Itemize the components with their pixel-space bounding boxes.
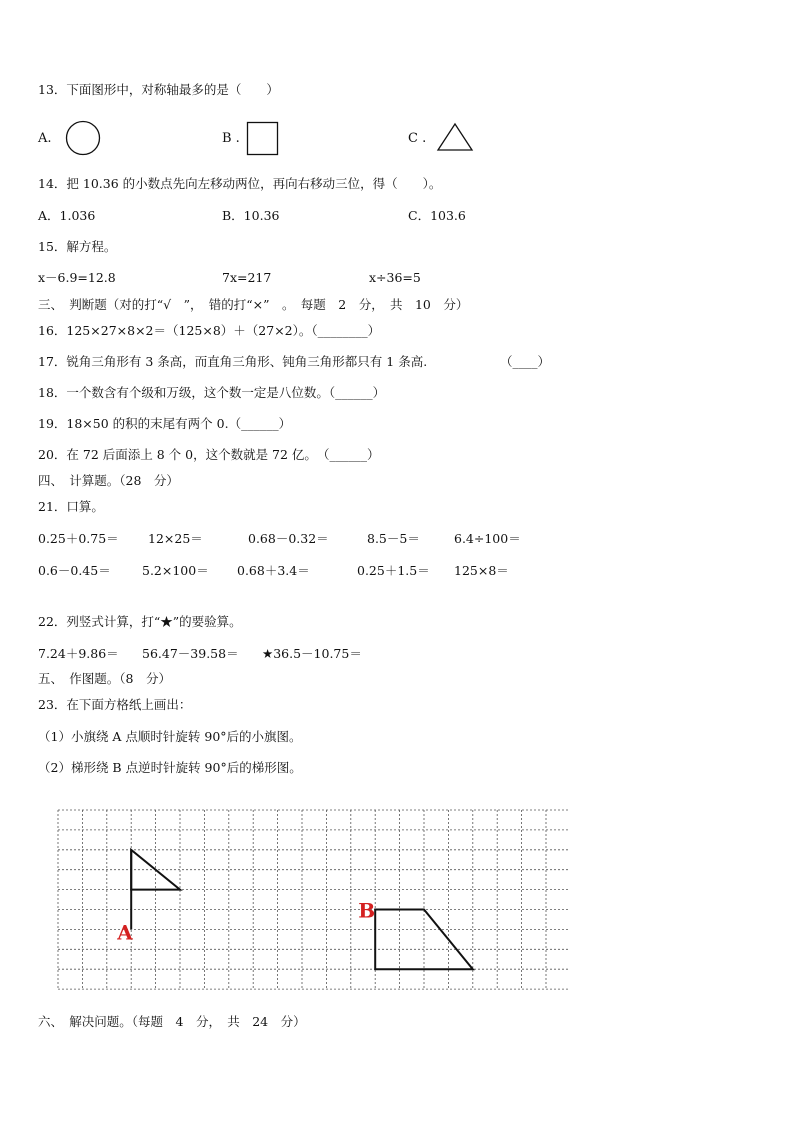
q21-item: 12×25＝ — [148, 531, 203, 546]
q23-sub-2: （2）梯形绕 B 点逆时针旋转 90°后的梯形图。 — [38, 760, 302, 775]
q21-item: 6.4÷100＝ — [454, 531, 521, 546]
section-5-title: 五、 作图题。（8 分） — [38, 671, 171, 686]
q15-equation-1: x－6.9=12.8 — [38, 270, 116, 285]
q14-stem: 14．把 10.36 的小数点先向左移动两位，再向右移动三位，得（ ）。 — [38, 176, 442, 191]
q22-item: ★36.5－10.75＝ — [262, 646, 362, 661]
q19: 19．18×50 的积的末尾有两个 0.（______） — [38, 416, 292, 431]
q14-option-c: C．103.6 — [408, 208, 466, 223]
q15-stem: 15．解方程。 — [38, 239, 117, 254]
q21-item: 0.6－0.45＝ — [38, 563, 111, 578]
q14-option-a: A．1.036 — [38, 208, 96, 223]
q17: 17．锐角三角形有 3 条高，而直角三角形、钝角三角形都只有 1 条高. — [38, 354, 428, 369]
q21-item: 0.25＋1.5＝ — [357, 563, 430, 578]
q21-item: 0.25＋0.75＝ — [38, 531, 119, 546]
point-b-label: B — [358, 898, 376, 923]
q16: 16．125×27×8×2＝（125×8）＋（27×2）。（________） — [38, 323, 381, 338]
circle-icon — [64, 119, 102, 157]
q13-option-b: B . — [222, 131, 240, 146]
grid-paper — [56, 808, 570, 990]
q17-blank: （____） — [500, 354, 551, 369]
q13-option-c: C . — [408, 131, 427, 146]
point-a-label: A — [117, 920, 133, 945]
q21-item: 8.5－5＝ — [367, 531, 420, 546]
section-3-title: 三、 判断题（对的打“√ ”， 错的打“×” 。 每题 2 分， 共 10 分） — [38, 297, 469, 312]
q21-item: 0.68＋3.4＝ — [237, 563, 310, 578]
q15-equation-3: x÷36=5 — [369, 270, 421, 285]
q21-item: 5.2×100＝ — [142, 563, 209, 578]
q13-stem: 13．下面图形中，对称轴最多的是（ ） — [38, 82, 279, 97]
triangle-icon — [436, 122, 474, 152]
q15-equation-2: 7x=217 — [222, 270, 272, 285]
q21-item: 0.68－0.32＝ — [248, 531, 329, 546]
square-icon — [246, 121, 280, 157]
q20: 20．在 72 后面添上 8 个 0，这个数就是 72 亿。 （______） — [38, 447, 380, 462]
section-6-title: 六、 解决问题。（每题 4 分， 共 24 分） — [38, 1014, 306, 1029]
q23-stem: 23．在下面方格纸上画出： — [38, 697, 192, 712]
q14-option-b: B．10.36 — [222, 208, 280, 223]
q22-item: 56.47－39.58＝ — [142, 646, 239, 661]
q22-stem: 22．列竖式计算，打“★”的要验算。 — [38, 614, 242, 629]
section-4-title: 四、 计算题。（28 分） — [38, 473, 179, 488]
q13-option-a: A. — [38, 131, 52, 146]
q21-item: 125×8＝ — [454, 563, 509, 578]
q21-stem: 21．口算。 — [38, 499, 104, 514]
q23-sub-1: （1）小旗绕 A 点顺时针旋转 90°后的小旗图。 — [38, 729, 302, 744]
q18: 18．一个数含有个级和万级，这个数一定是八位数。（______） — [38, 385, 386, 400]
q22-item: 7.24＋9.86＝ — [38, 646, 119, 661]
